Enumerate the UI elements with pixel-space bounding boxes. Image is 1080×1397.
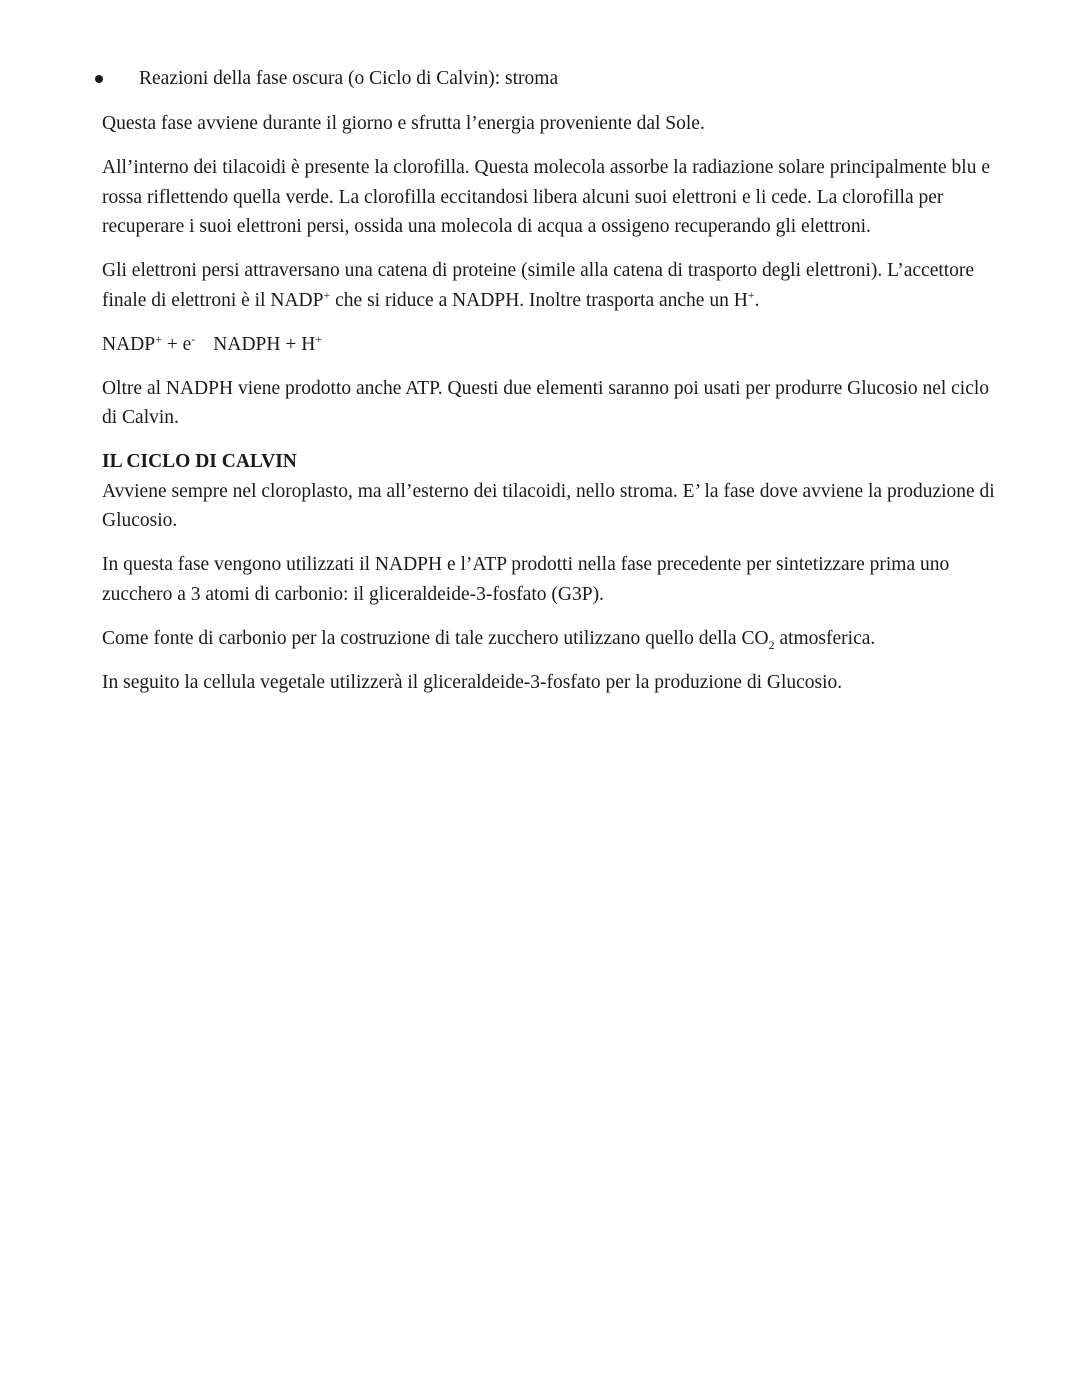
paragraph-electron-chain bbox=[102, 256, 1007, 315]
subscript-two: 2 bbox=[768, 637, 775, 652]
formula-product: NADPH + H bbox=[213, 333, 316, 355]
paragraph-glucose-production: In seguito la cellula vegetale utilizzerà il gliceraldeide-3-fosfato per la produzione di Glucosio. bbox=[102, 671, 843, 693]
formula-superscript: + bbox=[155, 331, 162, 346]
reaction-formula bbox=[102, 330, 1007, 360]
formula-superscript: + bbox=[315, 331, 323, 346]
text-segment: atmosferica. bbox=[774, 627, 876, 649]
formula-plus-electron: + e bbox=[161, 333, 192, 355]
formula-reactant: NADP bbox=[102, 333, 156, 355]
superscript-plus: + bbox=[323, 287, 331, 302]
bullet-dot-icon bbox=[95, 75, 103, 83]
bullet-text: Reazioni della fase oscura (o Ciclo di Calvin): stroma bbox=[139, 68, 559, 89]
paragraph-carbon-source bbox=[102, 624, 1007, 654]
text-segment: . bbox=[754, 289, 760, 311]
paragraph-calvin-g3p: In questa fase vengono utilizzati il NADPH e l’ATP prodotti nella fase precedente per sintetizzare prima uno zucchero a 3 atomi di carbonio: il gliceraldeide-3-fosfato (G3P). bbox=[102, 554, 950, 605]
paragraph-atp: Oltre al NADPH viene prodotto anche ATP. Questi due elementi saranno poi usati per produrre Glucosio nel ciclo di Calvin. bbox=[102, 377, 990, 428]
text-segment: Gli elettroni persi attraversano una catena di proteine (simile alla catena di trasporto degli elettroni). L’accettore finale di elettroni è il NADP bbox=[102, 260, 975, 311]
paragraph-energy-source: Questa fase avviene durante il giorno e sfrutta l’energia proveniente dal Sole. bbox=[102, 113, 705, 134]
formula-superscript: - bbox=[191, 331, 196, 346]
section-heading-calvin: IL CICLO DI CALVIN bbox=[102, 451, 297, 472]
paragraph-chlorophyll: All’interno dei tilacoidi è presente la clorofilla. Questa molecola assorbe la radiazione solare principalmente blu e rossa riflettendo quella verde. La clorofilla eccitandosi libera alcuni suoi elettroni e li cede. La clorofilla per recuperare i suoi elettroni persi, ossida una molecola di acqua a ossigeno recuperando gli elettroni. bbox=[102, 157, 990, 237]
text-segment: Come fonte di carbonio per la costruzione di tale zucchero utilizzano quello della CO bbox=[102, 627, 769, 649]
document-content bbox=[102, 64, 1007, 712]
superscript-plus: + bbox=[747, 287, 755, 302]
paragraph-calvin-location: Avviene sempre nel cloroplasto, ma all’esterno dei tilacoidi, nello stroma. E’ la fase dove avviene la produzione di Glucosio. bbox=[102, 480, 995, 531]
bullet-item bbox=[102, 64, 1007, 94]
text-segment: che si riduce a NADPH. Inoltre trasporta anche un H bbox=[330, 289, 748, 311]
